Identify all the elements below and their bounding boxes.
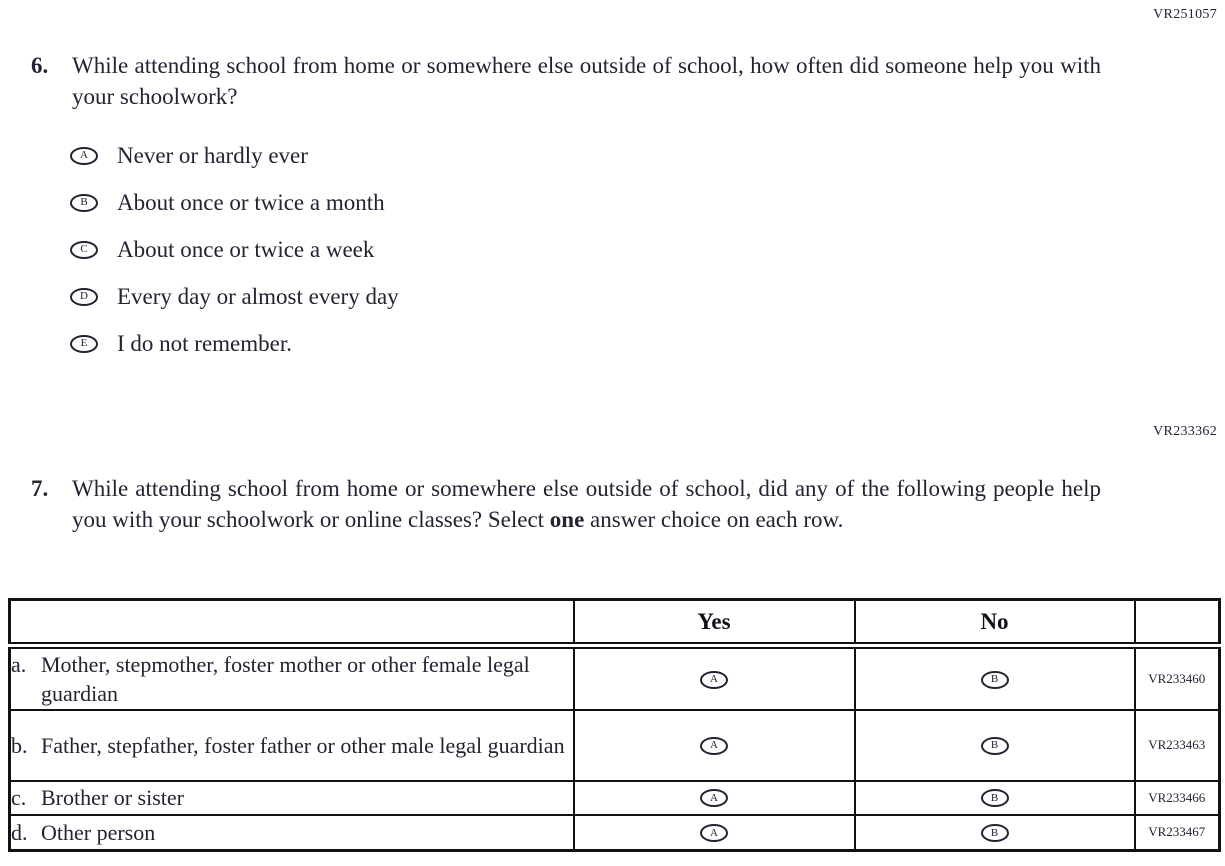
row-c-letter: c. (11, 785, 27, 810)
option-c[interactable] (70, 226, 399, 273)
option-d[interactable] (70, 273, 399, 320)
table-row-c (10, 781, 1220, 815)
row-a-label-cell (10, 646, 574, 710)
question-6-number: 6. (31, 53, 49, 78)
row-d-code: VR233467 (1135, 815, 1220, 851)
table-row-d (10, 815, 1220, 851)
option-b-label: About once or twice a month (117, 189, 385, 215)
row-b-label: Father, stepfather, foster father or other male legal guardian (41, 732, 565, 758)
row-c-code: VR233466 (1135, 781, 1220, 815)
row-c-label-cell (10, 781, 574, 815)
option-b[interactable] (70, 179, 399, 226)
row-c-no-cell (855, 781, 1135, 815)
question-7-text (72, 473, 1101, 535)
row-d-yes-cell (574, 815, 855, 851)
row-a-code: VR233460 (1135, 646, 1220, 710)
option-e-label: I do not remember. (117, 330, 293, 356)
row-b-yes-bubble-icon[interactable]: A (700, 737, 728, 755)
question-7-text-bold: one (549, 507, 585, 532)
question-7 (31, 473, 1101, 535)
row-d-no-cell (855, 815, 1135, 851)
question-6-options (70, 132, 399, 367)
answer-bubble-a-icon[interactable]: A (70, 147, 98, 165)
row-b-no-bubble-icon[interactable]: B (981, 737, 1009, 755)
table-row-b (10, 710, 1220, 781)
option-d-label: Every day or almost every day (117, 283, 399, 309)
header-blank-cell (10, 600, 574, 646)
row-a-no-cell (855, 646, 1135, 710)
question-7-text-after: answer choice on each row. (584, 507, 844, 532)
row-a-no-bubble-icon[interactable]: B (981, 671, 1009, 689)
row-a-label: Mother, stepmother, foster mother or other female legal guardian (41, 651, 530, 706)
option-e[interactable] (70, 320, 399, 367)
row-c-yes-bubble-icon[interactable]: A (700, 789, 728, 807)
answer-bubble-b-icon[interactable]: B (70, 194, 98, 212)
question-7-text-before: While attending school from home or somewhere else outside of school, did any of the following people help you with your schoolwork or online classes? Select (72, 476, 1101, 532)
table-header-row (10, 600, 1220, 646)
header-yes: Yes (574, 600, 855, 646)
answer-bubble-c-icon[interactable]: C (70, 241, 98, 259)
row-a-yes-bubble-icon[interactable]: A (700, 671, 728, 689)
header-no: No (855, 600, 1135, 646)
option-c-label: About once or twice a week (117, 236, 375, 262)
row-b-code: VR233463 (1135, 710, 1220, 781)
row-a-letter: a. (11, 651, 27, 677)
option-a-label: Never or hardly ever (117, 142, 308, 168)
answer-bubble-e-icon[interactable]: E (70, 335, 98, 353)
question-6-text: While attending school from home or somewhere else outside of school, how often did someone help you with your schoolwork? (72, 53, 1101, 109)
question-6 (31, 50, 1101, 112)
row-c-label: Brother or sister (41, 785, 184, 810)
header-code-cell (1135, 600, 1220, 646)
question-code-q6: VR251057 (1153, 7, 1217, 22)
row-b-no-cell (855, 710, 1135, 781)
row-c-yes-cell (574, 781, 855, 815)
row-b-letter: b. (11, 732, 28, 758)
answer-bubble-d-icon[interactable]: D (70, 288, 98, 306)
row-d-yes-bubble-icon[interactable]: A (700, 824, 728, 842)
table-row-a (10, 646, 1220, 710)
option-a[interactable] (70, 132, 399, 179)
row-d-label: Other person (41, 819, 156, 845)
question-7-answer-table (8, 598, 1221, 852)
row-d-label-cell (10, 815, 574, 851)
row-d-no-bubble-icon[interactable]: B (981, 824, 1009, 842)
row-b-yes-cell (574, 710, 855, 781)
question-code-q7: VR233362 (1153, 424, 1217, 439)
question-7-number: 7. (31, 476, 49, 501)
row-b-label-cell (10, 710, 574, 781)
row-c-no-bubble-icon[interactable]: B (981, 789, 1009, 807)
row-d-letter: d. (11, 819, 28, 845)
row-a-yes-cell (574, 646, 855, 710)
